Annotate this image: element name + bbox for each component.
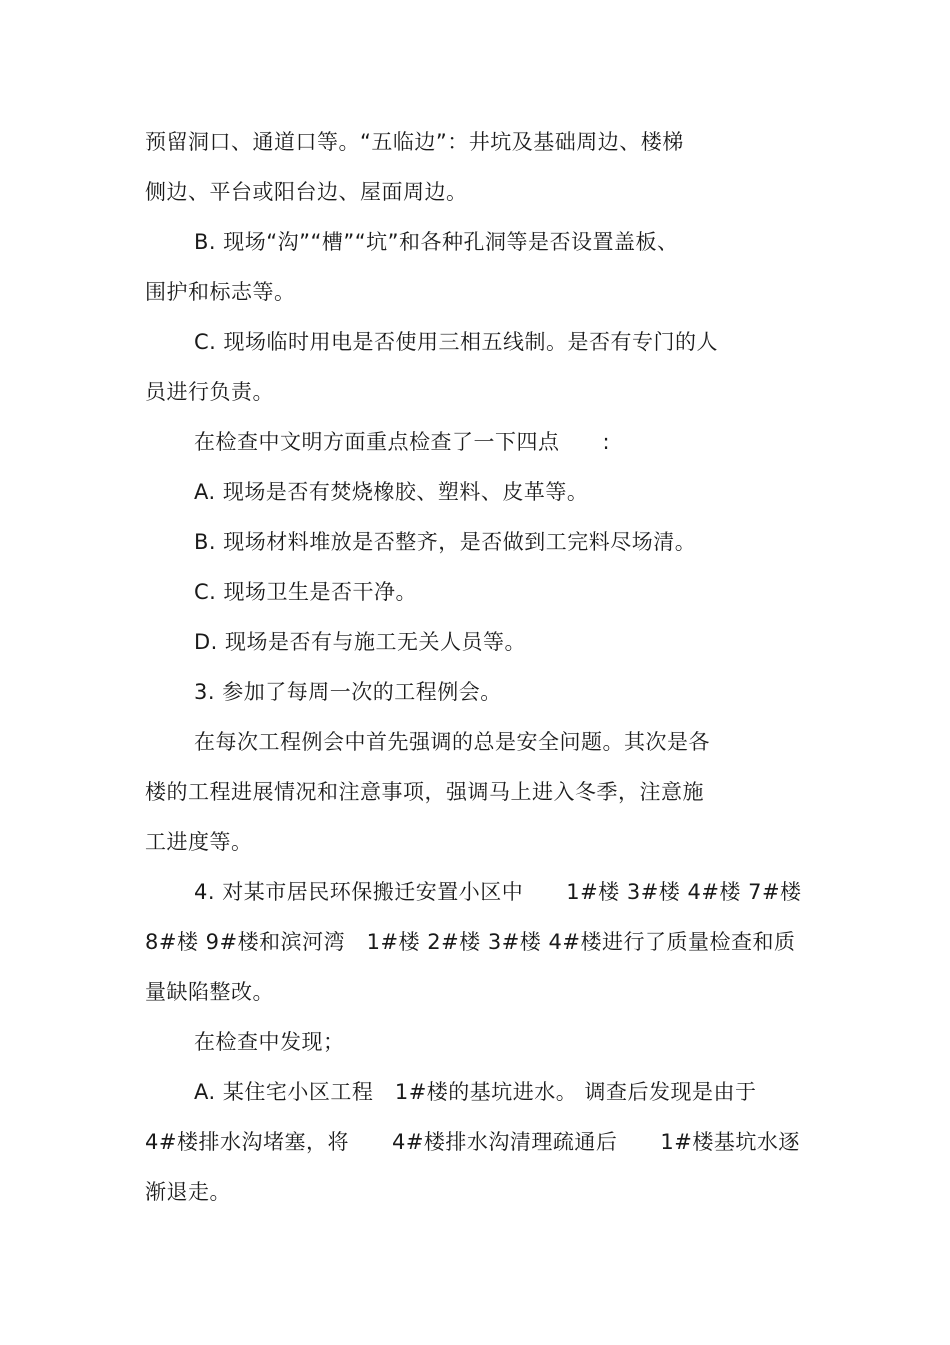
text-line: C. 现场卫生是否干净。 bbox=[194, 580, 418, 604]
text-line: 预留洞口、通道口等。“五临边”：井坑及基础周边、楼梯 bbox=[145, 130, 684, 154]
text-line: 渐退走。 bbox=[145, 1180, 231, 1204]
text-line: 在每次工程例会中首先强调的总是安全问题。其次是各 bbox=[194, 730, 710, 754]
text-line: 员进行负责。 bbox=[145, 380, 274, 404]
text-line: 量缺陷整改。 bbox=[145, 980, 274, 1004]
text-line: A. 某住宅小区工程 1#楼的基坑进水。 调查后发现是由于 bbox=[194, 1080, 757, 1104]
text-line: B. 现场“沟”“槽”“坑”和各种孔洞等是否设置盖板、 bbox=[194, 230, 679, 254]
text-line: 在检查中文明方面重点检查了一下四点 : bbox=[194, 430, 611, 454]
text-line: 4. 对某市居民环保搬迁安置小区中 1#楼 3#楼 4#楼 7#楼 bbox=[194, 880, 802, 904]
text-line: B. 现场材料堆放是否整齐，是否做到工完料尽场清。 bbox=[194, 530, 697, 554]
text-line: 工进度等。 bbox=[145, 830, 253, 854]
text-line: 4#楼排水沟堵塞，将 4#楼排水沟清理疏通后 1#楼基坑水逐 bbox=[145, 1130, 800, 1154]
text-line: C. 现场临时用电是否使用三相五线制。是否有专门的人 bbox=[194, 330, 719, 354]
text-line: 围护和标志等。 bbox=[145, 280, 296, 304]
text-line: D. 现场是否有与施工无关人员等。 bbox=[194, 630, 527, 654]
text-line: 侧边、平台或阳台边、屋面周边。 bbox=[145, 180, 468, 204]
text-line: 楼的工程进展情况和注意事项，强调马上进入冬季，注意施 bbox=[145, 780, 704, 804]
text-line: 8#楼 9#楼和滨河湾 1#楼 2#楼 3#楼 4#楼进行了质量检查和质 bbox=[145, 930, 796, 954]
text-line: A. 现场是否有焚烧橡胶、塑料、皮革等。 bbox=[194, 480, 589, 504]
text-line: 在检查中发现； bbox=[194, 1030, 345, 1054]
text-line: 3. 参加了每周一次的工程例会。 bbox=[194, 680, 502, 704]
